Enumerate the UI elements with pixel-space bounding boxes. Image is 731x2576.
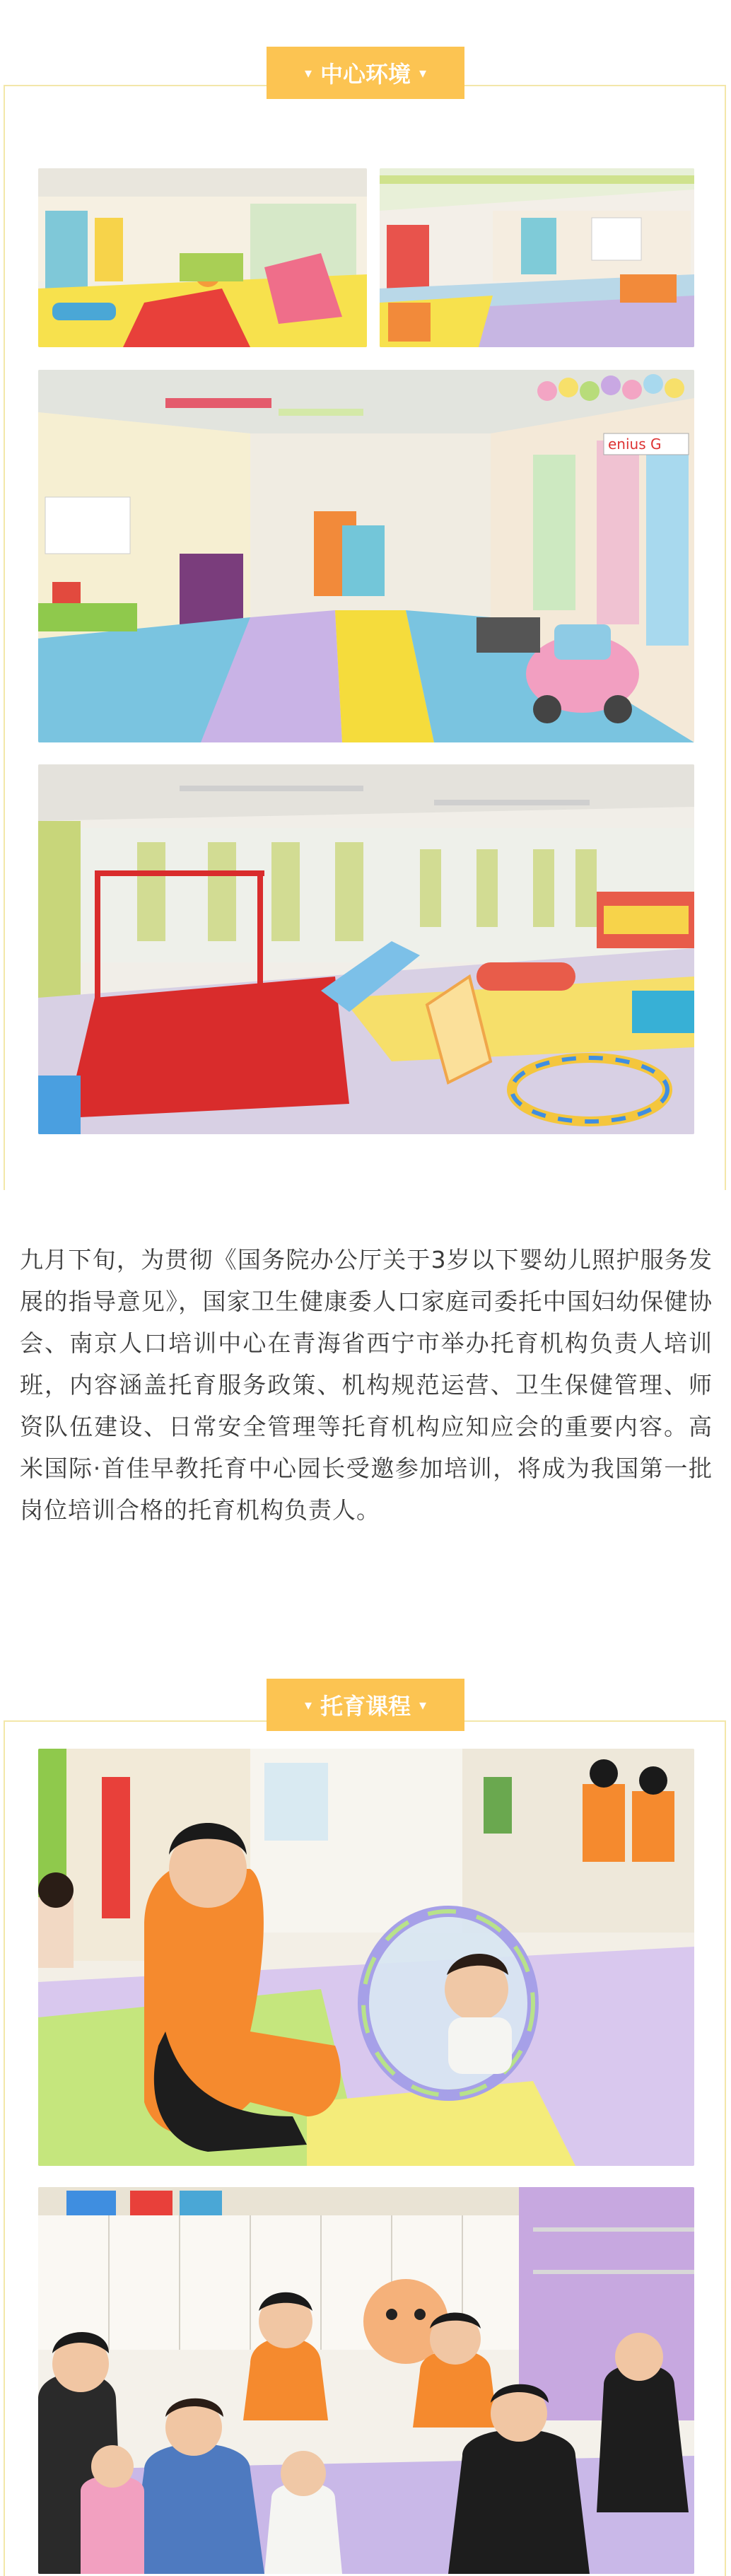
triangle-down-icon: ▾ [304,1696,312,1713]
triangle-down-icon: ▾ [419,64,427,81]
environment-section-header [267,47,464,99]
playroom-photo-right [380,168,694,347]
environment-section-title: 中心环境 [320,61,411,88]
wall-sign-text: enius G [608,436,662,453]
tunnel-activity-photo [38,1749,694,2166]
playroom-photo-left [38,168,367,347]
corridor-photo [38,370,694,742]
course-section-title: 托育课程 [320,1693,411,1720]
course-section-header [267,1679,464,1731]
gym-photo [38,764,694,1134]
circle-activity-photo [38,2187,694,2574]
article-paragraph: 九月下旬，为贯彻《国务院办公厅关于3岁以下婴幼儿照护服务发展的指导意见》，国家卫生健康委人口家庭司委托中国妇幼保健协会、南京人口培训中心在青海省西宁市举办托育机构负责人培训班，内容涵盖托育服务政策、机构规范运营、卫生保健管理、师资队伍建设、日常安全管理等托育机构应知应会的重要内容。高米国际·首佳早教托育中心园长受邀参加培训，将成为我国第一批岗位培训合格的托育机构负责人。 [20,1246,713,1524]
triangle-down-icon: ▾ [419,1696,427,1713]
triangle-down-icon: ▾ [304,64,312,81]
